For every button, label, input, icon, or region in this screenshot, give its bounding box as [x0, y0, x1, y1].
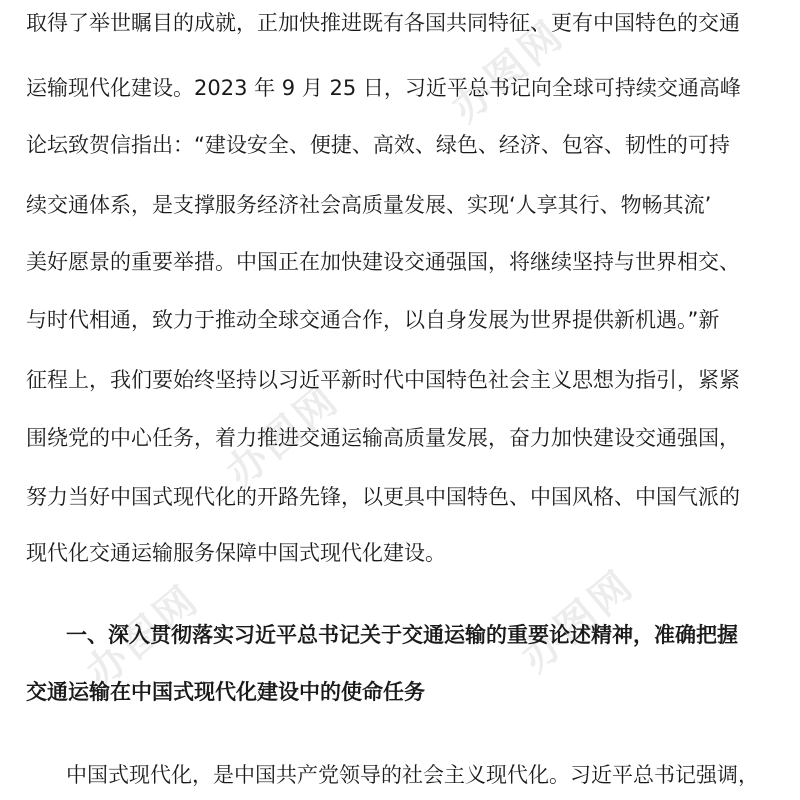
- section-heading: 一、深入贯彻落实习近平总书记关于交通运输的重要论述精神，准确把握: [66, 623, 738, 647]
- paragraph-line: 征程上，我们要始终坚持以习近平新时代中国特色社会主义思想为指引，紧紧: [26, 368, 740, 392]
- paragraph-line: 运输现代化建设。2023 年 9 月 25 日，习近平总书记向全球可持续交通高峰: [26, 76, 741, 100]
- paragraph-line: 围绕党的中心任务，着力推进交通运输高质量发展，奋力加快建设交通强国，: [26, 426, 740, 450]
- paragraph-line: 与时代相通，致力于推动全球交通合作，以自身发展为世界提供新机遇。”新: [26, 308, 720, 332]
- paragraph-line: 中国式现代化，是中国共产党领导的社会主义现代化。习近平总书记强调，: [66, 763, 759, 787]
- watermark-text: 办图网: [217, 376, 349, 497]
- paragraph-line: 取得了举世瞩目的成就，正加快推进既有各国共同特征、更有中国特色的交通: [26, 11, 740, 35]
- paragraph-line: 努力当好中国式现代化的开路先锋，以更具中国特色、中国风格、中国气派的: [26, 485, 740, 509]
- watermark-text: 办图网: [77, 576, 209, 697]
- section-heading-continuation: 交通运输在中国式现代化建设中的使命任务: [26, 680, 425, 704]
- watermark-text: 办图网: [512, 561, 644, 682]
- paragraph-line: 美好愿景的重要举措。中国正在加快建设交通强国，将继续坚持与世界相交、: [26, 250, 740, 274]
- paragraph-line: 续交通体系，是支撑服务经济社会高质量发展、实现‘人享其行、物畅其流’: [26, 193, 712, 217]
- paragraph-line: 现代化交通运输服务保障中国式现代化建设。: [26, 541, 446, 565]
- watermark-3: [507, 554, 645, 683]
- paragraph-line: 论坛致贺信指出：“建设安全、便捷、高效、绿色、经济、包容、韧性的可持: [26, 133, 730, 157]
- watermark-text: 办图网: [442, 11, 574, 132]
